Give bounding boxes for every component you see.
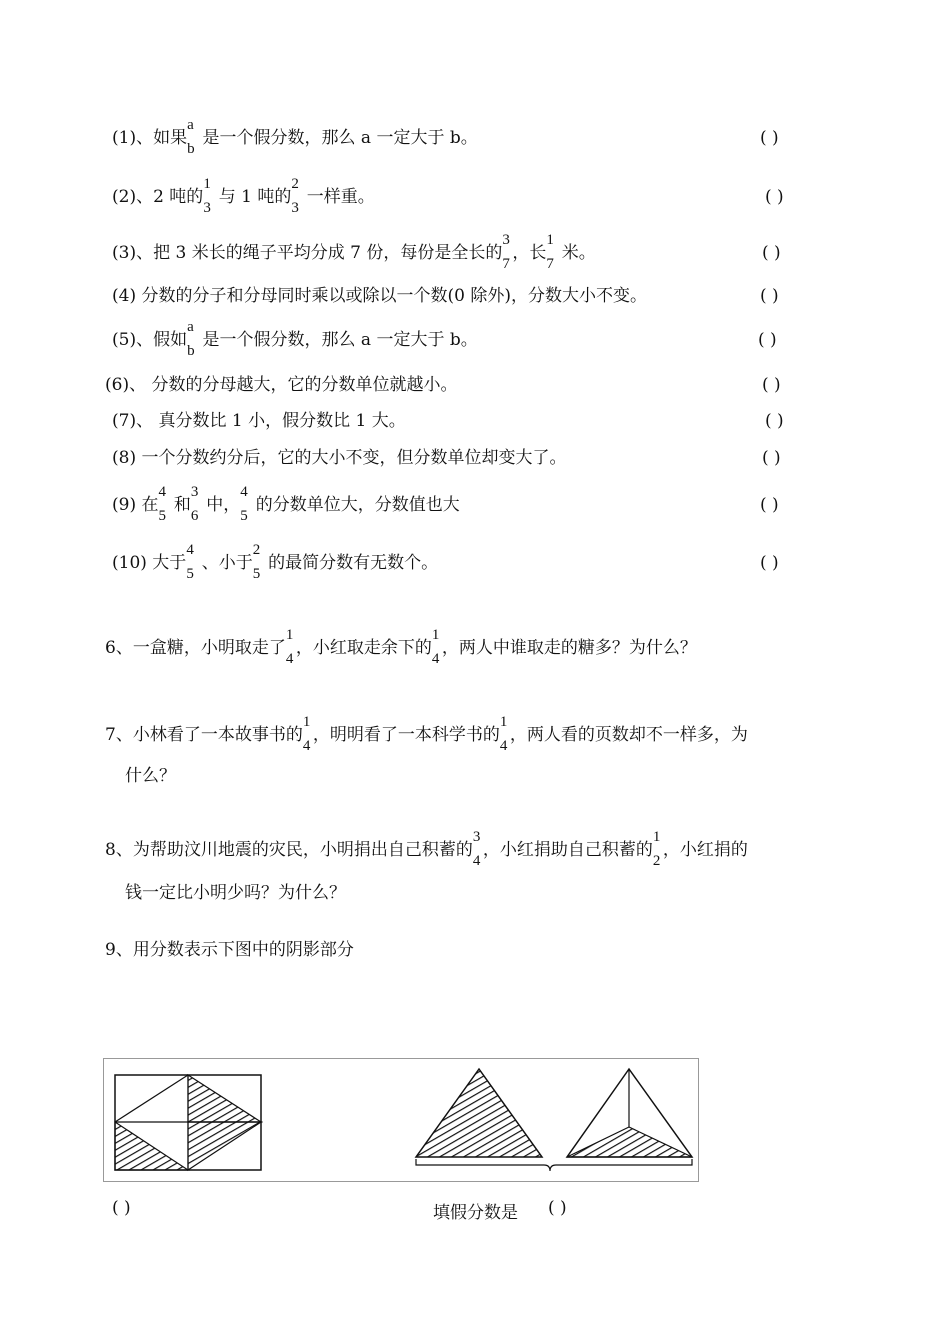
answer-paren[interactable]: ( ) [760,553,779,573]
item-9: (9) 在 4 5 和 3 6 中， 4 5 的分数单位大，分数值也大 [112,483,460,524]
shaded-figures [104,1059,700,1183]
fraction: 1 2 [652,828,661,869]
fraction: 1 7 [546,231,554,272]
answer-paren[interactable]: ( ) [765,411,784,431]
item-2: (2)、2 吨的 1 3 与 1 吨的 2 3 一样重。 [112,175,375,216]
answer-paren-left[interactable]: ( ) [112,1198,131,1218]
fraction: 1 4 [431,626,440,667]
answer-paren-right[interactable]: ( ) [548,1198,567,1218]
item-6: (6)、 分数的分母越大，它的分数单位就越小。 [105,375,458,395]
fraction: 4 5 [158,483,166,524]
fraction: 4 5 [186,541,194,582]
fraction: 1 3 [203,175,211,216]
fraction: 1 4 [285,626,294,667]
item-7: (7)、 真分数比 1 小，假分数比 1 大。 [112,411,406,431]
fraction: 3 6 [190,483,199,524]
question-9: 9、用分数表示下图中的阴影部分 [105,940,354,960]
question-7-line2: 什么？ [125,766,176,786]
item-3: (3)、把 3 米长的绳子平均分成 7 份，每份是全长的 3 7 ，长 1 7 米。 [112,231,596,272]
item-5: (5)、假如 a b 是一个假分数，那么 a 一定大于 b。 [112,318,478,359]
question-6: 6、一盒糖，小明取走了 1 4 ，小红取走余下的 1 4 ，两人中谁取走的糖多？为什么？ [105,626,697,667]
answer-paren[interactable]: ( ) [765,187,784,207]
triangle-full [416,1069,542,1157]
question-8: 8、为帮助汶川地震的灾民，小明捐出自己积蓄的 3 4 ，小红捐助自己积蓄的 1 2 ，小红捐的 [105,828,748,869]
fraction: a b [187,116,195,157]
answer-paren[interactable]: ( ) [762,243,781,263]
item-1: (1)、如果 a b 是一个假分数，那么 a 一定大于 b。 [112,116,478,157]
fraction: 2 3 [291,175,299,216]
figure-panel [103,1058,699,1182]
item-4: (4) 分数的分子和分母同时乘以或除以一个数(0 除外)，分数大小不变。 [112,286,647,306]
answer-paren[interactable]: ( ) [762,448,781,468]
fraction: 2 5 [252,541,261,582]
answer-paren[interactable]: ( ) [760,128,779,148]
answer-paren[interactable]: ( ) [760,286,779,306]
answer-paren[interactable]: ( ) [760,495,779,515]
improper-fraction-label: 填假分数是 [433,1203,518,1223]
fraction: a b [187,318,195,359]
fraction: 1 4 [499,713,508,754]
question-7: 7、小林看了一本故事书的 1 4 ，明明看了一本科学书的 1 4 ，两人看的页数却不一样多，为 [105,713,748,754]
fraction: 4 5 [240,483,248,524]
fraction: 1 4 [302,713,311,754]
triangle-partial [567,1069,692,1157]
item-8: (8) 一个分数约分后，它的大小不变，但分数单位却变大了。 [112,448,567,468]
brace [416,1159,692,1171]
answer-paren[interactable]: ( ) [762,375,781,395]
answer-paren[interactable]: ( ) [758,330,777,350]
fraction: 3 7 [502,231,510,272]
fraction: 3 4 [472,828,481,869]
item-10: (10) 大于 4 5 、小于 2 5 的最简分数有无数个。 [112,541,439,582]
rectangle-figure [115,1075,261,1170]
question-8-line2: 钱一定比小明少吗？为什么？ [125,883,346,903]
